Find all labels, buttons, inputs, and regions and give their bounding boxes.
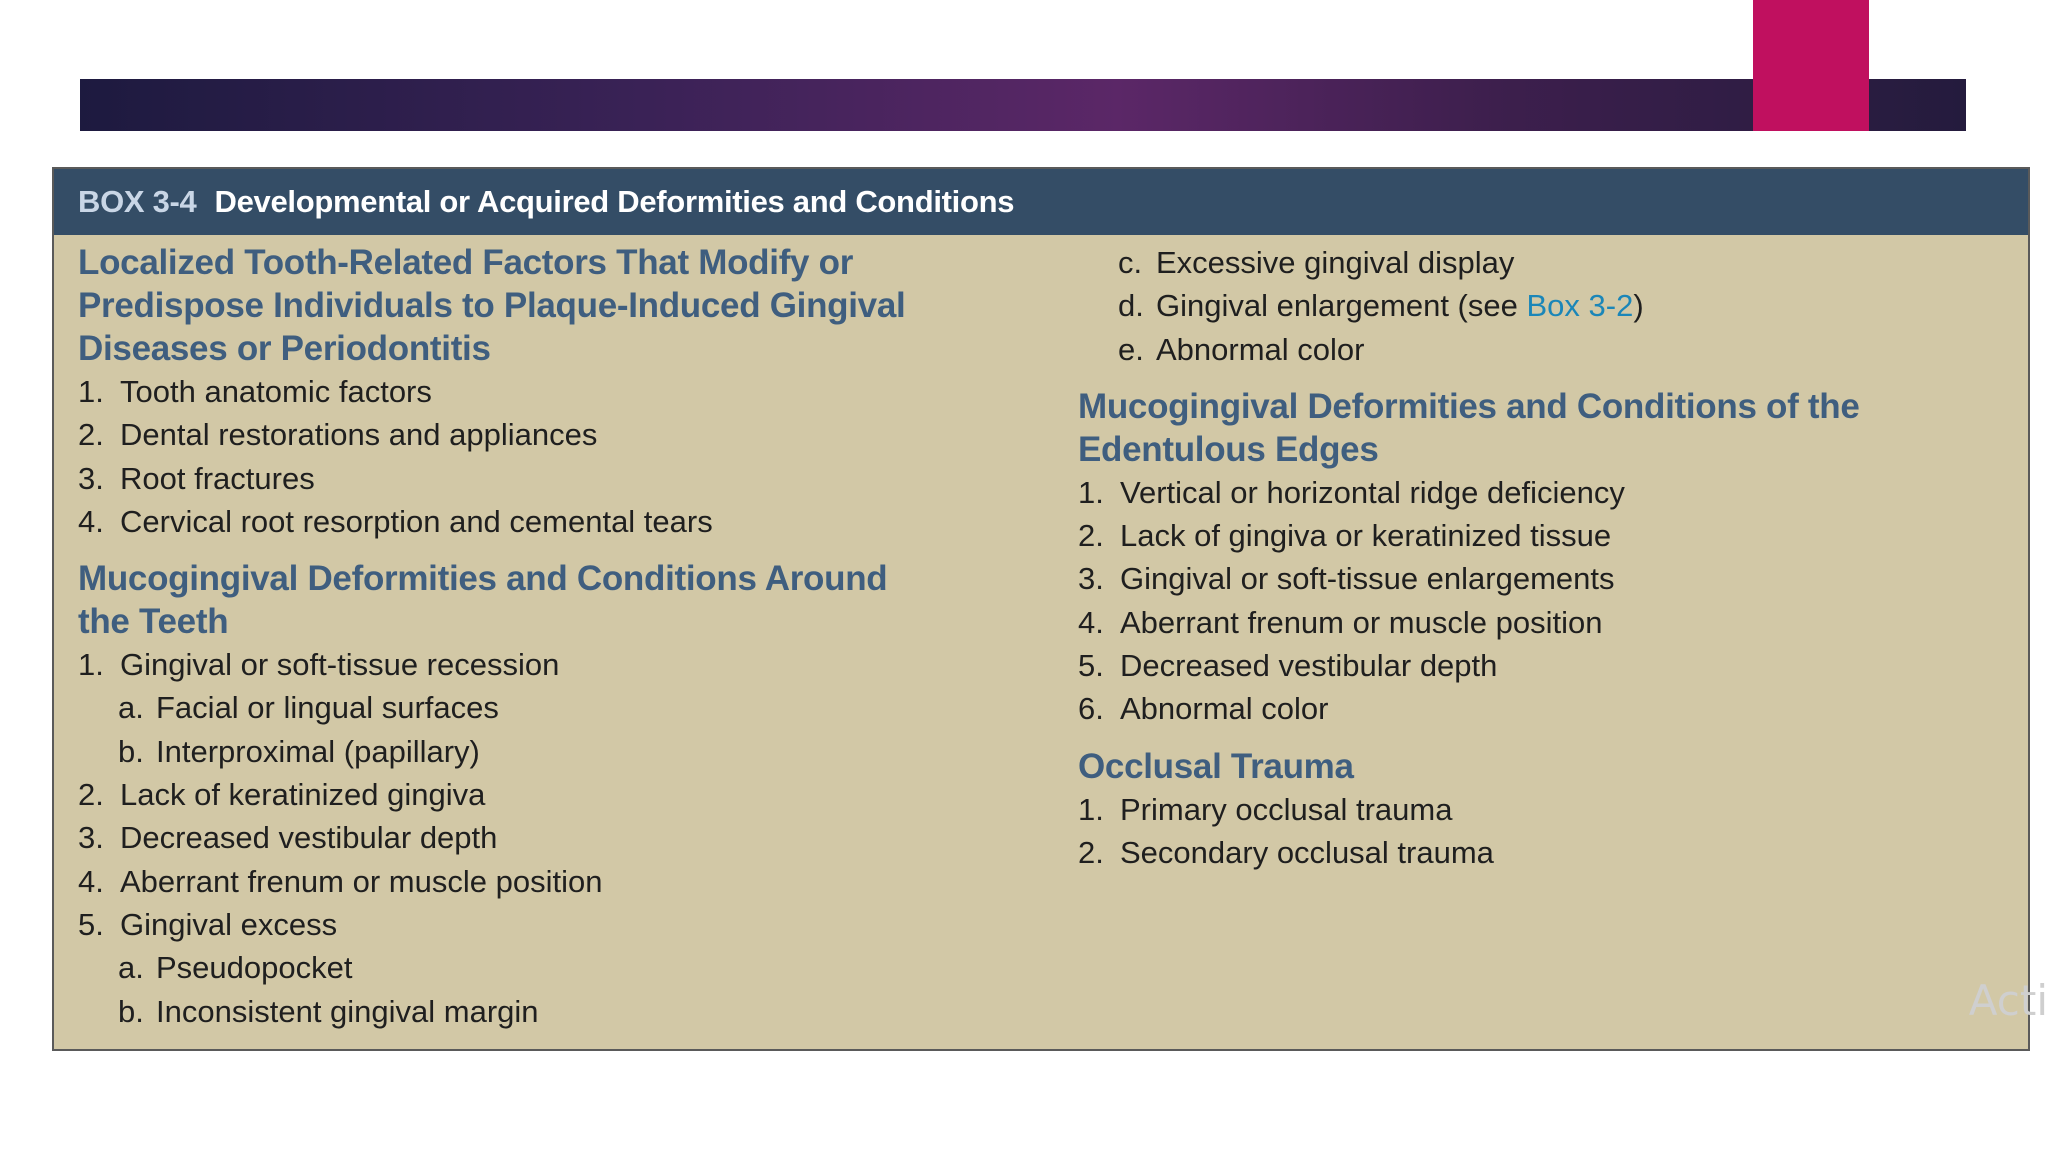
list-around-teeth bbox=[78, 643, 1008, 1033]
right-column bbox=[1078, 241, 1998, 874]
box-title: Developmental or Acquired Deformities and Conditions bbox=[214, 184, 1015, 219]
list-subitem: d. Gingival enlargement (see Box 3-2) bbox=[1118, 288, 1644, 324]
list-item: 1. Gingival or soft-tissue recession bbox=[78, 647, 560, 683]
box-3-2-link[interactable]: Box 3-2 bbox=[1526, 288, 1634, 324]
content-box bbox=[52, 167, 2030, 1051]
list-occlusal-trauma bbox=[1078, 788, 1998, 875]
list-item: 3. Root fractures bbox=[78, 460, 315, 496]
list-subitem: a. Facial or lingual surfaces bbox=[118, 690, 499, 726]
list-edentulous-edges bbox=[1078, 471, 1998, 731]
list-subitem: b. Interproximal (papillary) bbox=[118, 733, 480, 769]
list-subitem: b. Inconsistent gingival margin bbox=[118, 993, 539, 1029]
list-continued bbox=[1078, 241, 1998, 371]
activation-watermark: Acti bbox=[1968, 976, 2048, 1025]
list-subitem: c. Excessive gingival display bbox=[1118, 245, 1515, 280]
list-item: 4. Cervical root resorption and cemental tears bbox=[78, 503, 713, 539]
box-number: BOX 3-4 bbox=[78, 184, 197, 219]
left-column bbox=[78, 241, 1008, 1033]
list-item: 5. Gingival excess bbox=[78, 906, 338, 942]
list-item: 1. Tooth anatomic factors bbox=[78, 374, 432, 409]
list-item: 2. Lack of gingiva or keratinized tissue bbox=[1078, 518, 1612, 554]
list-item: 2. Dental restorations and appliances bbox=[78, 417, 598, 453]
slide-header-band bbox=[80, 79, 1966, 131]
list-subitem: e. Abnormal color bbox=[1118, 331, 1365, 367]
list-item: 1. Primary occlusal trauma bbox=[1078, 791, 1453, 827]
section-title-around-teeth: Mucogingival Deformities and Conditions Around the Teeth bbox=[78, 559, 888, 642]
list-item: 4. Aberrant frenum or muscle position bbox=[78, 863, 603, 899]
list-item: 5. Decreased vestibular depth bbox=[1078, 648, 1498, 684]
list-item: 3. Decreased vestibular depth bbox=[78, 820, 498, 856]
box-header bbox=[54, 169, 2028, 235]
list-item: 2. Lack of keratinized gingiva bbox=[78, 777, 486, 813]
section-title-edentulous-edges: Mucogingival Deformities and Conditions of the Edentulous Edges bbox=[1078, 386, 1860, 469]
section-title-localized-factors: Localized Tooth-Related Factors That Modify or Predispose Individuals to Plaque-Induced Gingival Diseases or Periodontitis bbox=[78, 243, 906, 368]
list-item: 4. Aberrant frenum or muscle position bbox=[1078, 604, 1603, 640]
list-subitem: a. Pseudopocket bbox=[118, 950, 353, 986]
list-item: 2. Secondary occlusal trauma bbox=[1078, 834, 1494, 870]
section-title-occlusal-trauma: Occlusal Trauma bbox=[1078, 746, 1354, 786]
list-item: 6. Abnormal color bbox=[1078, 691, 1329, 727]
list-item: 1. Vertical or horizontal ridge deficiency bbox=[1078, 474, 1625, 510]
slide-accent-block bbox=[1753, 0, 1869, 131]
list-localized-factors bbox=[78, 370, 1008, 543]
list-item: 3. Gingival or soft-tissue enlargements bbox=[1078, 561, 1615, 597]
